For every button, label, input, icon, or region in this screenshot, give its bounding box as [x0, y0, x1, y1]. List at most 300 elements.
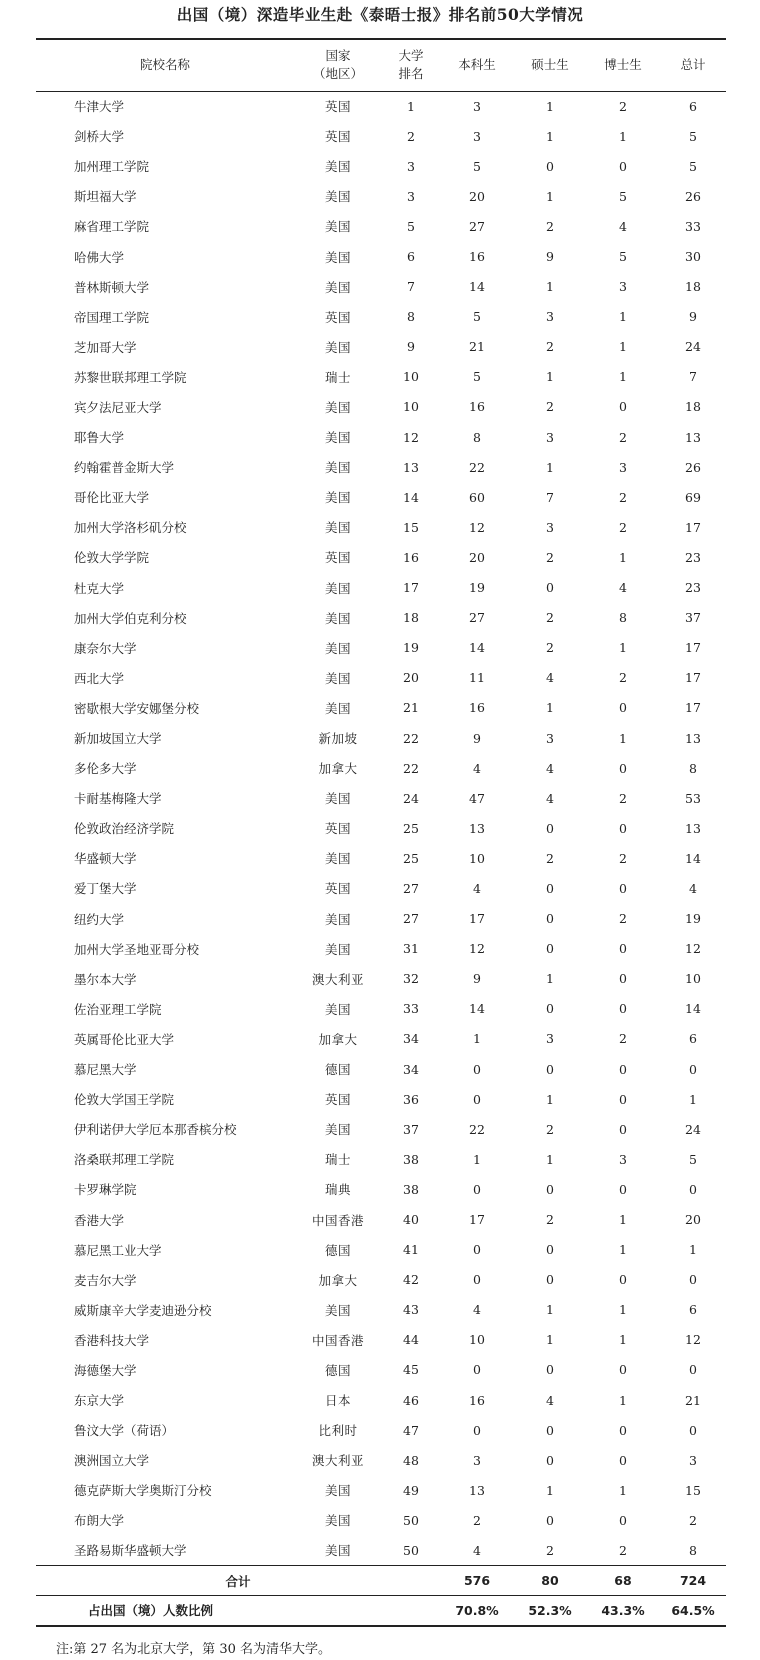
cell-country: 美国	[324, 700, 351, 716]
cell-rank: 20	[403, 670, 419, 686]
cell-undergrad: 16	[469, 249, 485, 265]
cell-rank: 22	[403, 760, 419, 776]
cell-total: 5	[689, 1151, 697, 1167]
table-row	[36, 813, 726, 843]
cell-total: 12	[685, 1332, 701, 1348]
cell-master: 3	[546, 519, 554, 535]
cell-university-name: 爱丁堡大学	[74, 881, 137, 897]
header-phd: 博士生	[586, 39, 660, 91]
cell-phd: 2	[619, 790, 627, 806]
table-row	[36, 693, 726, 723]
cell-phd: 3	[619, 1151, 627, 1167]
table-row	[36, 964, 726, 994]
cell-total: 4	[689, 880, 697, 896]
cell-university-name: 哈佛大学	[74, 249, 125, 265]
cell-university-name: 康奈尔大学	[74, 640, 137, 656]
cell-total: 0	[689, 1422, 697, 1438]
cell-master: 1	[546, 188, 554, 204]
cell-phd: 2	[619, 429, 627, 445]
cell-total: 7	[689, 369, 697, 385]
cell-undergrad: 19	[469, 580, 485, 596]
cell-phd: 2	[619, 1542, 627, 1558]
cell-total: 8	[689, 760, 697, 776]
cell-university-name: 伦敦大学国王学院	[74, 1092, 175, 1108]
footnote: 注:第 27 名为北京大学，第 30 名为清华大学。	[56, 1642, 331, 1657]
cell-total: 9	[689, 309, 697, 325]
cell-phd: 0	[619, 700, 627, 716]
cell-phd: 1	[619, 309, 627, 325]
cell-university-name: 香港科技大学	[74, 1332, 150, 1348]
table-row	[36, 1445, 726, 1475]
cell-total: 6	[689, 1031, 697, 1047]
cell-country: 英国	[324, 881, 351, 897]
cell-phd: 0	[619, 820, 627, 836]
cell-university-name: 宾夕法尼亚大学	[74, 399, 162, 415]
cell-rank: 2	[407, 128, 415, 144]
cell-total: 6	[689, 98, 697, 114]
cell-country: 美国	[324, 610, 351, 626]
cell-university-name: 哥伦比亚大学	[74, 490, 150, 506]
cell-rank: 22	[403, 730, 419, 746]
cell-undergrad: 1	[473, 1151, 481, 1167]
cell-undergrad: 3	[473, 1452, 481, 1468]
cell-university-name: 澳洲国立大学	[74, 1453, 150, 1469]
cell-university-name: 布朗大学	[74, 1513, 125, 1529]
cell-master: 2	[546, 1212, 554, 1228]
cell-rank: 32	[403, 971, 419, 987]
cell-country: 英国	[324, 550, 351, 566]
cell-university-name: 鲁汶大学（荷语）	[74, 1423, 175, 1439]
cell-country: 加拿大	[318, 761, 358, 777]
cell-phd: 2	[619, 670, 627, 686]
ratio-phd: 43.3%	[586, 1596, 660, 1626]
cell-country: 中国香港	[311, 1212, 364, 1228]
cell-master: 4	[546, 760, 554, 776]
cell-phd: 3	[619, 459, 627, 475]
table-row	[36, 1114, 726, 1144]
cell-university-name: 威斯康辛大学麦迪逊分校	[74, 1302, 212, 1318]
cell-country: 美国	[324, 640, 351, 656]
cell-phd: 1	[619, 128, 627, 144]
header-name: 院校名称	[36, 39, 294, 91]
cell-total: 23	[685, 580, 701, 596]
cell-country: 美国	[324, 1543, 351, 1559]
cell-total: 6	[689, 1302, 697, 1318]
cell-master: 0	[546, 911, 554, 927]
cell-university-name: 洛桑联邦理工学院	[74, 1152, 175, 1168]
table-row	[36, 873, 726, 903]
cell-university-name: 普林斯顿大学	[74, 279, 150, 295]
cell-rank: 38	[403, 1181, 419, 1197]
cell-country: 美国	[324, 430, 351, 446]
cell-total: 26	[685, 188, 701, 204]
cell-total: 17	[685, 700, 701, 716]
cell-rank: 42	[403, 1272, 419, 1288]
cell-master: 1	[546, 459, 554, 475]
cell-total: 0	[689, 1272, 697, 1288]
cell-rank: 10	[403, 369, 419, 385]
cell-phd: 1	[619, 730, 627, 746]
cell-total: 20	[685, 1212, 701, 1228]
cell-undergrad: 10	[469, 1332, 485, 1348]
cell-country: 澳大利亚	[311, 1453, 364, 1469]
cell-master: 2	[546, 549, 554, 565]
cell-country: 美国	[324, 1001, 351, 1017]
cell-master: 0	[546, 880, 554, 896]
cell-rank: 33	[403, 1001, 419, 1017]
cell-total: 1	[689, 1091, 697, 1107]
cell-university-name: 德克萨斯大学奥斯汀分校	[74, 1483, 212, 1499]
totals-undergrad: 576	[440, 1566, 514, 1596]
cell-university-name: 加州理工学院	[74, 159, 150, 175]
cell-undergrad: 0	[473, 1362, 481, 1378]
header-rank	[382, 39, 440, 91]
cell-undergrad: 16	[469, 399, 485, 415]
cell-country: 德国	[324, 1242, 351, 1258]
cell-rank: 1	[407, 98, 415, 114]
cell-master: 0	[546, 1362, 554, 1378]
cell-undergrad: 2	[473, 1512, 481, 1528]
cell-undergrad: 4	[473, 760, 481, 776]
cell-phd: 4	[619, 580, 627, 596]
cell-total: 17	[685, 670, 701, 686]
cell-phd: 3	[619, 279, 627, 295]
cell-phd: 0	[619, 880, 627, 896]
cell-phd: 0	[619, 760, 627, 776]
cell-phd: 0	[619, 1512, 627, 1528]
table-row	[36, 1235, 726, 1265]
cell-rank: 8	[407, 309, 415, 325]
cell-undergrad: 5	[473, 309, 481, 325]
cell-undergrad: 3	[473, 98, 481, 114]
cell-university-name: 英属哥伦比亚大学	[74, 1031, 175, 1047]
cell-phd: 1	[619, 549, 627, 565]
table-row	[36, 1265, 726, 1295]
cell-rank: 40	[403, 1212, 419, 1228]
cell-phd: 0	[619, 1452, 627, 1468]
cell-undergrad: 12	[469, 941, 485, 957]
cell-master: 3	[546, 429, 554, 445]
cell-total: 15	[685, 1482, 701, 1498]
cell-undergrad: 0	[473, 1272, 481, 1288]
cell-country: 澳大利亚	[311, 971, 364, 987]
cell-country: 瑞士	[324, 1152, 351, 1168]
cell-rank: 37	[403, 1121, 419, 1137]
cell-undergrad: 0	[473, 1422, 481, 1438]
cell-rank: 15	[403, 519, 419, 535]
table-row	[36, 1415, 726, 1445]
table-body	[36, 91, 726, 1566]
totals-row	[36, 1566, 726, 1596]
cell-phd: 2	[619, 489, 627, 505]
cell-total: 30	[685, 249, 701, 265]
cell-country: 加拿大	[318, 1272, 358, 1288]
cell-total: 8	[689, 1542, 697, 1558]
cell-total: 26	[685, 459, 701, 475]
cell-undergrad: 22	[469, 459, 485, 475]
cell-total: 13	[685, 429, 701, 445]
cell-university-name: 慕尼黑大学	[74, 1062, 137, 1078]
cell-master: 9	[546, 249, 554, 265]
cell-rank: 7	[407, 279, 415, 295]
cell-master: 1	[546, 971, 554, 987]
cell-master: 0	[546, 158, 554, 174]
cell-master: 4	[546, 790, 554, 806]
cell-master: 4	[546, 670, 554, 686]
cell-undergrad: 16	[469, 700, 485, 716]
cell-undergrad: 11	[469, 670, 485, 686]
cell-undergrad: 27	[469, 610, 485, 626]
table-row	[36, 1505, 726, 1535]
cell-phd: 1	[619, 640, 627, 656]
cell-rank: 21	[403, 700, 419, 716]
cell-country: 美国	[324, 941, 351, 957]
cell-university-name: 剑桥大学	[74, 129, 125, 145]
cell-undergrad: 13	[469, 820, 485, 836]
cell-master: 1	[546, 1332, 554, 1348]
table-row	[36, 1024, 726, 1054]
cell-university-name: 佐治亚理工学院	[74, 1001, 162, 1017]
cell-rank: 34	[403, 1031, 419, 1047]
cell-country: 英国	[324, 821, 351, 837]
cell-master: 2	[546, 1121, 554, 1137]
cell-rank: 10	[403, 399, 419, 415]
cell-country: 美国	[324, 1302, 351, 1318]
cell-university-name: 加州大学圣地亚哥分校	[74, 941, 200, 957]
cell-country: 德国	[324, 1062, 351, 1078]
ratio-label: 占出国（境）人数比例	[36, 1596, 440, 1626]
cell-total: 19	[685, 911, 701, 927]
table-row	[36, 1084, 726, 1114]
cell-university-name: 加州大学洛杉矶分校	[74, 520, 187, 536]
cell-total: 0	[689, 1181, 697, 1197]
table-row	[36, 452, 726, 482]
cell-rank: 13	[403, 459, 419, 475]
cell-rank: 3	[407, 158, 415, 174]
cell-country: 美国	[324, 791, 351, 807]
cell-country: 美国	[324, 1122, 351, 1138]
cell-undergrad: 0	[473, 1242, 481, 1258]
cell-undergrad: 8	[473, 429, 481, 445]
cell-rank: 46	[403, 1392, 419, 1408]
cell-university-name: 牛津大学	[74, 99, 125, 115]
cell-country: 美国	[324, 189, 351, 205]
cell-rank: 25	[403, 820, 419, 836]
cell-master: 2	[546, 1542, 554, 1558]
cell-country: 瑞士	[324, 369, 351, 385]
cell-phd: 0	[619, 1362, 627, 1378]
table-row	[36, 633, 726, 663]
header-country-line1: 国家	[325, 48, 351, 64]
table-row	[36, 843, 726, 873]
cell-master: 1	[546, 369, 554, 385]
cell-country: 美国	[324, 249, 351, 265]
cell-country: 美国	[324, 580, 351, 596]
cell-total: 0	[689, 1061, 697, 1077]
cell-rank: 48	[403, 1452, 419, 1468]
cell-rank: 47	[403, 1422, 419, 1438]
cell-master: 1	[546, 279, 554, 295]
totals-total: 724	[660, 1566, 726, 1596]
cell-master: 3	[546, 309, 554, 325]
cell-master: 0	[546, 580, 554, 596]
cell-country: 比利时	[318, 1423, 358, 1439]
cell-university-name: 帝国理工学院	[74, 309, 150, 325]
cell-phd: 0	[619, 941, 627, 957]
cell-undergrad: 1	[473, 1031, 481, 1047]
header-rank-line1: 大学	[398, 48, 424, 64]
cell-country: 加拿大	[318, 1031, 358, 1047]
cell-total: 5	[689, 128, 697, 144]
totals-phd: 68	[586, 1566, 660, 1596]
cell-total: 17	[685, 640, 701, 656]
cell-phd: 2	[619, 850, 627, 866]
header-row	[36, 39, 726, 91]
cell-master: 0	[546, 1452, 554, 1468]
table-row	[36, 542, 726, 572]
cell-undergrad: 10	[469, 850, 485, 866]
cell-phd: 2	[619, 911, 627, 927]
cell-undergrad: 5	[473, 158, 481, 174]
cell-total: 5	[689, 158, 697, 174]
cell-undergrad: 0	[473, 1091, 481, 1107]
cell-undergrad: 17	[469, 1212, 485, 1228]
cell-master: 0	[546, 1061, 554, 1077]
cell-phd: 0	[619, 971, 627, 987]
table-row	[36, 302, 726, 332]
cell-total: 69	[685, 489, 701, 505]
table-row	[36, 272, 726, 302]
cell-rank: 5	[407, 218, 415, 234]
cell-phd: 0	[619, 1272, 627, 1288]
cell-total: 0	[689, 1362, 697, 1378]
cell-country: 美国	[324, 670, 351, 686]
cell-university-name: 东京大学	[74, 1393, 125, 1409]
cell-rank: 36	[403, 1091, 419, 1107]
cell-undergrad: 27	[469, 218, 485, 234]
cell-phd: 0	[619, 1181, 627, 1197]
table-row	[36, 422, 726, 452]
cell-rank: 43	[403, 1302, 419, 1318]
cell-rank: 14	[403, 489, 419, 505]
cell-phd: 2	[619, 1031, 627, 1047]
table-row	[36, 934, 726, 964]
table-title: 出国（境）深造毕业生赴《泰晤士报》排名前50大学情况	[176, 5, 584, 24]
table-row	[36, 362, 726, 392]
cell-phd: 1	[619, 1482, 627, 1498]
cell-total: 12	[685, 941, 701, 957]
header-country-line2: （地区）	[312, 66, 363, 82]
cell-university-name: 约翰霍普金斯大学	[74, 460, 175, 476]
header-undergrad: 本科生	[440, 39, 514, 91]
table-row	[36, 181, 726, 211]
table-row	[36, 573, 726, 603]
table-row	[36, 332, 726, 362]
cell-university-name: 华盛顿大学	[74, 851, 137, 867]
totals-master: 80	[514, 1566, 586, 1596]
cell-university-name: 西北大学	[74, 670, 125, 686]
cell-total: 18	[685, 399, 701, 415]
cell-rank: 6	[407, 249, 415, 265]
header-total: 总计	[660, 39, 726, 91]
table-row	[36, 723, 726, 753]
header-master: 硕士生	[514, 39, 586, 91]
cell-phd: 0	[619, 399, 627, 415]
cell-university-name: 卡耐基梅隆大学	[74, 791, 162, 807]
cell-country: 中国香港	[311, 1332, 364, 1348]
cell-master: 7	[546, 489, 554, 505]
cell-phd: 0	[619, 1091, 627, 1107]
ratio-master: 52.3%	[514, 1596, 586, 1626]
cell-university-name: 麦吉尔大学	[74, 1272, 137, 1288]
cell-country: 瑞典	[324, 1182, 351, 1198]
cell-rank: 24	[403, 790, 419, 806]
cell-rank: 44	[403, 1332, 419, 1348]
cell-country: 英国	[324, 99, 351, 115]
cell-university-name: 卡罗琳学院	[74, 1182, 137, 1198]
cell-country: 美国	[324, 1513, 351, 1529]
cell-rank: 18	[403, 610, 419, 626]
cell-master: 0	[546, 941, 554, 957]
cell-rank: 50	[403, 1542, 419, 1558]
totals-label: 合计	[36, 1566, 440, 1596]
cell-master: 2	[546, 640, 554, 656]
cell-total: 2	[689, 1512, 697, 1528]
cell-phd: 0	[619, 1001, 627, 1017]
cell-undergrad: 0	[473, 1061, 481, 1077]
cell-country: 日本	[324, 1393, 351, 1409]
cell-undergrad: 12	[469, 519, 485, 535]
cell-total: 17	[685, 519, 701, 535]
table-row	[36, 392, 726, 422]
cell-country: 美国	[324, 339, 351, 355]
cell-university-name: 慕尼黑工业大学	[74, 1242, 162, 1258]
cell-country: 美国	[324, 279, 351, 295]
cell-master: 0	[546, 1272, 554, 1288]
cell-master: 1	[546, 1151, 554, 1167]
cell-university-name: 伊利诺伊大学厄本那香槟分校	[74, 1122, 237, 1138]
cell-phd: 5	[619, 188, 627, 204]
cell-undergrad: 20	[469, 549, 485, 565]
cell-total: 1	[689, 1242, 697, 1258]
table-row	[36, 1385, 726, 1415]
cell-master: 0	[546, 1001, 554, 1017]
cell-university-name: 海德堡大学	[74, 1362, 137, 1378]
cell-master: 0	[546, 1181, 554, 1197]
cell-rank: 50	[403, 1512, 419, 1528]
ratio-undergrad: 70.8%	[440, 1596, 514, 1626]
cell-country: 美国	[324, 159, 351, 175]
cell-undergrad: 14	[469, 640, 485, 656]
cell-rank: 3	[407, 188, 415, 204]
cell-university-name: 苏黎世联邦理工学院	[74, 369, 187, 385]
cell-total: 24	[685, 1121, 701, 1137]
cell-rank: 31	[403, 941, 419, 957]
cell-phd: 2	[619, 519, 627, 535]
cell-country: 德国	[324, 1362, 351, 1378]
cell-rank: 9	[407, 339, 415, 355]
cell-undergrad: 4	[473, 1302, 481, 1318]
cell-phd: 1	[619, 1332, 627, 1348]
cell-country: 美国	[324, 1483, 351, 1499]
cell-country: 美国	[324, 399, 351, 415]
cell-total: 13	[685, 820, 701, 836]
cell-undergrad: 13	[469, 1482, 485, 1498]
header-rank-line2: 排名	[398, 66, 424, 82]
cell-phd: 0	[619, 1422, 627, 1438]
cell-total: 21	[685, 1392, 701, 1408]
cell-undergrad: 22	[469, 1121, 485, 1137]
